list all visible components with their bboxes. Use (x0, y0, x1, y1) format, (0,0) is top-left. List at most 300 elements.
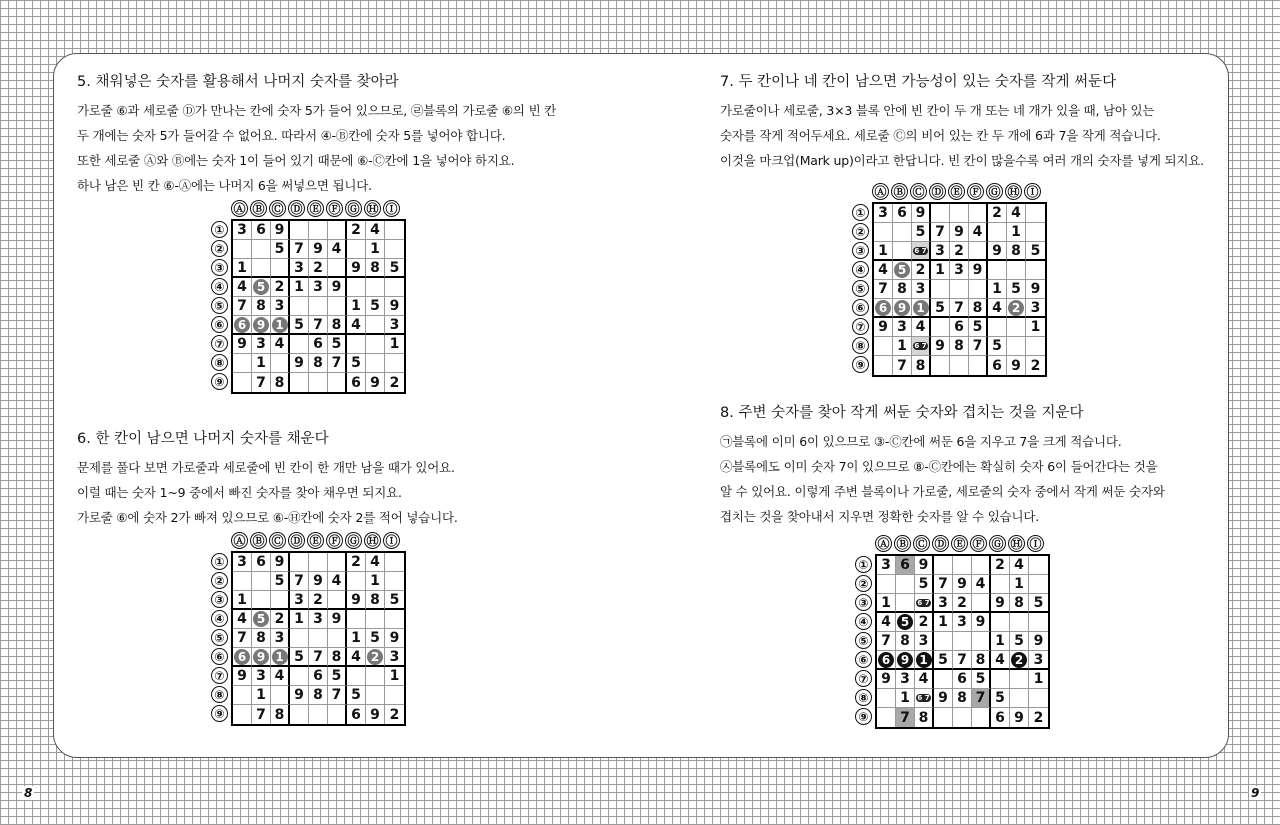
cell-digit: 9 (237, 668, 247, 684)
sudoku-cell (290, 316, 309, 335)
sudoku-cell (233, 572, 252, 591)
cell-digit: 1 (1033, 671, 1044, 687)
sudoku-cell (309, 373, 328, 392)
sudoku-cell (1010, 613, 1029, 632)
sudoku-cell (915, 670, 934, 689)
sudoku-cell (1007, 280, 1026, 299)
column-label: Ⓒ (269, 200, 286, 217)
column-label: Ⓓ (288, 200, 305, 217)
row-label: ⑤ (855, 632, 872, 649)
cell-digit: 6 (351, 374, 361, 391)
sudoku-cell (1029, 689, 1048, 708)
cell-digit: 8 (900, 633, 910, 649)
section-7 (720, 73, 1204, 173)
candidate-mark: 6 7 (917, 694, 930, 702)
sudoku-cell (1026, 337, 1045, 356)
highlighted-digit: 5 (894, 262, 910, 278)
sudoku-cell (252, 240, 271, 259)
row-label: ① (855, 556, 872, 573)
cell-digit: 6 (256, 554, 266, 570)
sudoku-cell (366, 278, 385, 297)
sudoku-cell (912, 337, 931, 356)
sudoku-cell (252, 553, 271, 572)
cell-digit: 2 (389, 706, 400, 723)
cell-digit: 4 (972, 224, 983, 240)
highlighted-digit: 9 (897, 652, 913, 668)
cell-digit: 9 (331, 279, 342, 295)
sudoku-cell (290, 354, 309, 373)
sudoku-cell (877, 689, 896, 708)
cell-digit: 3 (313, 279, 323, 295)
sudoku-cell (1026, 242, 1045, 261)
sudoku-cell (969, 318, 988, 337)
highlighted-digit: 6 (234, 317, 250, 333)
sudoku-cell (893, 337, 912, 356)
row-label: ③ (211, 591, 228, 608)
highlighted-digit: 6 (878, 652, 894, 668)
sudoku-cell (877, 632, 896, 651)
sudoku-cell (328, 686, 347, 705)
sudoku-cell (290, 610, 309, 629)
sudoku-cell (1010, 556, 1029, 575)
sudoku-cell (328, 705, 347, 724)
sudoku-cell (328, 591, 347, 610)
cell-digit: 1 (237, 591, 247, 608)
sudoku-cell (893, 204, 912, 223)
cell-digit: 4 (351, 316, 361, 333)
sudoku-cell (1010, 575, 1029, 594)
sudoku-cell (366, 316, 385, 335)
cell-digit: 9 (294, 687, 304, 703)
sudoku-cell (874, 204, 893, 223)
sudoku-cell (385, 335, 404, 354)
sudoku-cell (290, 553, 309, 572)
cell-digit: 8 (1011, 242, 1021, 259)
sudoku-cell (385, 354, 404, 373)
highlighted-digit: 1 (272, 317, 288, 333)
column-label: Ⓒ (913, 535, 930, 552)
sudoku-cell (309, 553, 328, 572)
highlighted-digit: 2 (1008, 300, 1024, 316)
sudoku-puzzle-2 (211, 532, 411, 732)
cell-digit: 2 (351, 554, 361, 570)
sudoku-cell (385, 316, 404, 335)
sudoku-cell (912, 242, 931, 261)
cell-digit: 1 (992, 281, 1002, 297)
sudoku-cell (309, 705, 328, 724)
sudoku-cell (328, 278, 347, 297)
cell-digit: 6 (256, 222, 266, 238)
cell-digit: 9 (389, 298, 400, 314)
cell-digit: 9 (331, 611, 342, 627)
column-label: Ⓖ (989, 535, 1006, 552)
cell-digit: 9 (935, 338, 945, 354)
sudoku-cell (1026, 299, 1045, 318)
sudoku-cell (252, 278, 271, 297)
sudoku-cell (915, 613, 934, 632)
section-title: 7. 두 칸이나 네 칸이 남으면 가능성이 있는 숫자를 작게 써둔다 (720, 74, 1117, 90)
sudoku-cell (896, 594, 915, 613)
sudoku-cell (934, 708, 953, 727)
cell-digit: 7 (881, 633, 891, 649)
column-label: Ⓘ (1024, 183, 1041, 200)
highlighted-digit: 6 (875, 300, 891, 316)
cell-digit: 4 (992, 299, 1002, 316)
sudoku-cell (366, 648, 385, 667)
column-label: Ⓐ (231, 200, 248, 217)
sudoku-cell (874, 280, 893, 299)
row-labels (211, 221, 228, 392)
cell-digit: 9 (878, 319, 888, 335)
column-label: Ⓗ (1008, 535, 1025, 552)
cell-digit: 9 (351, 259, 361, 276)
sudoku-cell (874, 356, 893, 375)
sudoku-cell (233, 629, 252, 648)
cell-digit: 4 (237, 611, 247, 627)
sudoku-cell (252, 221, 271, 240)
section-line: 문제를 풀다 보면 가로줄과 세로줄에 빈 칸이 한 개만 남을 때가 있어요. (77, 460, 455, 475)
cell-digit: 1 (1014, 576, 1024, 592)
sudoku-cell (328, 221, 347, 240)
column-label: Ⓑ (250, 200, 267, 217)
sudoku-cell (233, 240, 252, 259)
row-label: ② (211, 240, 228, 257)
cell-digit: 4 (915, 319, 926, 335)
cell-digit: 7 (331, 355, 342, 371)
sudoku-cell (1029, 594, 1048, 613)
sudoku-cell (290, 629, 309, 648)
sudoku-cell (328, 610, 347, 629)
candidate-mark: 6 7 (914, 342, 927, 350)
sudoku-cell (1007, 337, 1026, 356)
section-line: 가로줄 ⑥과 세로줄 Ⓓ가 만나는 칸에 숫자 5가 들어 있으므로, ㉣블록의 가로줄 ⑥의 빈 칸 (77, 103, 557, 118)
column-label: Ⓑ (250, 532, 267, 549)
sudoku-cell (953, 632, 972, 651)
sudoku-cell (991, 670, 1010, 689)
sudoku-cell (271, 335, 290, 354)
cell-digit: 6 (954, 319, 964, 335)
sudoku-cell (877, 594, 896, 613)
sudoku-cell (893, 280, 912, 299)
sudoku-cell (309, 686, 328, 705)
column-labels (231, 200, 401, 217)
sudoku-cell (950, 242, 969, 261)
sudoku-cell (1029, 632, 1048, 651)
sudoku-cell (953, 708, 972, 727)
cell-digit: 9 (1033, 633, 1044, 649)
sudoku-cell (934, 613, 953, 632)
column-label: Ⓐ (872, 183, 889, 200)
sudoku-cell (271, 610, 290, 629)
cell-digit: 3 (897, 319, 907, 335)
cell-digit: 9 (370, 374, 380, 391)
cell-digit: 6 (957, 671, 967, 687)
sudoku-cell (271, 278, 290, 297)
column-label: Ⓘ (1027, 535, 1044, 552)
sudoku-grid (875, 554, 1050, 729)
sudoku-cell (290, 297, 309, 316)
cell-digit: 1 (935, 262, 945, 278)
cell-digit: 4 (975, 576, 986, 592)
cell-digit: 8 (274, 374, 285, 391)
sudoku-cell (252, 629, 271, 648)
column-label: Ⓕ (326, 200, 343, 217)
column-label: Ⓘ (383, 532, 400, 549)
cell-digit: 4 (331, 241, 342, 257)
sudoku-cell (896, 575, 915, 594)
row-label: ⑨ (852, 356, 869, 373)
column-label: Ⓔ (951, 535, 968, 552)
cell-digit: 1 (938, 614, 948, 630)
sudoku-cell (290, 221, 309, 240)
cell-digit: 7 (256, 706, 266, 723)
sudoku-cell (912, 204, 931, 223)
cell-digit: 4 (881, 614, 891, 630)
sudoku-cell (252, 354, 271, 373)
sudoku-cell (953, 556, 972, 575)
sudoku-cell (385, 686, 404, 705)
sudoku-cell (366, 572, 385, 591)
cell-digit: 7 (294, 241, 304, 257)
sudoku-cell (309, 316, 328, 335)
cell-digit: 1 (237, 259, 247, 276)
page-number-right: 9 (1251, 786, 1260, 800)
row-label: ⑧ (211, 686, 228, 703)
sudoku-cell (877, 651, 896, 670)
cell-digit: 9 (1011, 357, 1021, 374)
cell-digit: 7 (954, 299, 964, 316)
cell-digit: 3 (1030, 299, 1041, 316)
sudoku-cell (991, 613, 1010, 632)
row-label: ⑥ (855, 651, 872, 668)
sudoku-cell (1026, 204, 1045, 223)
cell-digit: 3 (389, 316, 400, 333)
sudoku-cell (988, 318, 1007, 337)
sudoku-cell (912, 280, 931, 299)
sudoku-cell (271, 316, 290, 335)
sudoku-cell (347, 610, 366, 629)
sudoku-cell (934, 594, 953, 613)
sudoku-cell (385, 591, 404, 610)
row-labels (211, 553, 228, 724)
sudoku-cell (366, 259, 385, 278)
sudoku-cell (896, 670, 915, 689)
sudoku-cell (233, 705, 252, 724)
cell-digit: 3 (954, 262, 964, 278)
sudoku-cell (233, 667, 252, 686)
cell-digit: 5 (351, 355, 361, 371)
sudoku-cell (309, 335, 328, 354)
sudoku-cell (969, 223, 988, 242)
sudoku-cell (366, 610, 385, 629)
cell-digit: 9 (975, 614, 986, 630)
sudoku-cell (1010, 708, 1029, 727)
cell-digit: 1 (878, 242, 888, 259)
row-label: ④ (855, 613, 872, 630)
sudoku-cell (309, 629, 328, 648)
sudoku-grid (872, 202, 1047, 377)
sudoku-cell (366, 629, 385, 648)
cell-digit: 9 (881, 671, 891, 687)
sudoku-cell (328, 240, 347, 259)
column-label: Ⓓ (929, 183, 946, 200)
sudoku-cell (347, 297, 366, 316)
cell-digit: 1 (256, 355, 266, 371)
sudoku-cell (1026, 223, 1045, 242)
column-labels (875, 535, 1045, 552)
sudoku-cell (1029, 613, 1048, 632)
row-label: ⑥ (211, 316, 228, 333)
cell-digit: 3 (938, 594, 948, 611)
sudoku-cell (896, 651, 915, 670)
sudoku-cell (252, 259, 271, 278)
cell-digit: 5 (992, 338, 1002, 354)
sudoku-cell (271, 629, 290, 648)
sudoku-cell (233, 316, 252, 335)
sudoku-cell (972, 651, 991, 670)
sudoku-cell (252, 648, 271, 667)
cell-digit: 8 (256, 298, 266, 314)
section-8 (720, 404, 1165, 529)
sudoku-cell (972, 556, 991, 575)
section-line: ㉦블록에도 이미 숫자 7이 있으므로 ⑧-Ⓒ칸에는 확실히 숫자 6이 들어간다는 것을 (720, 459, 1158, 474)
cell-digit: 6 (995, 709, 1005, 726)
cell-digit: 4 (995, 651, 1005, 668)
cell-digit: 3 (1033, 651, 1044, 668)
sudoku-cell (290, 572, 309, 591)
cell-digit: 5 (915, 224, 926, 240)
cell-digit: 3 (900, 671, 910, 687)
cell-digit: 9 (995, 594, 1005, 611)
cell-digit: 4 (237, 279, 247, 295)
sudoku-cell (328, 354, 347, 373)
cell-digit: 7 (256, 374, 266, 391)
cell-digit: 9 (954, 224, 964, 240)
cell-digit: 5 (294, 648, 304, 665)
cell-digit: 7 (237, 298, 247, 314)
sudoku-cell (309, 221, 328, 240)
sudoku-cell (309, 354, 328, 373)
sudoku-cell (271, 373, 290, 392)
cell-digit: 4 (274, 668, 285, 684)
row-label: ④ (211, 610, 228, 627)
sudoku-cell (1007, 223, 1026, 242)
sudoku-cell (991, 689, 1010, 708)
highlighted-digit: 2 (1011, 652, 1027, 668)
sudoku-cell (1007, 318, 1026, 337)
row-label: ⑨ (855, 708, 872, 725)
section-line: 숫자를 작게 적어두세요. 세로줄 Ⓒ의 비어 있는 칸 두 개에 6과 7을 작게 적습니다. (720, 128, 1161, 143)
cell-digit: 2 (274, 279, 285, 295)
cell-digit: 2 (954, 242, 964, 259)
column-labels (231, 532, 401, 549)
cell-digit: 2 (957, 594, 967, 611)
sudoku-cell (915, 575, 934, 594)
cell-digit: 6 (897, 205, 907, 221)
sudoku-cell (366, 297, 385, 316)
sudoku-cell (874, 242, 893, 261)
cell-digit: 1 (256, 687, 266, 703)
highlighted-digit: 9 (894, 300, 910, 316)
sudoku-cell (874, 337, 893, 356)
cell-digit: 2 (918, 614, 929, 630)
cell-digit: 5 (389, 259, 400, 276)
sudoku-cell (893, 261, 912, 280)
cell-digit: 5 (1030, 242, 1041, 259)
cell-digit: 8 (313, 687, 323, 703)
cell-digit: 3 (915, 281, 926, 297)
cell-digit: 7 (331, 687, 342, 703)
cell-digit: 3 (957, 614, 967, 630)
cell-digit: 5 (938, 651, 948, 668)
sudoku-cell (969, 261, 988, 280)
sudoku-cell (271, 648, 290, 667)
sudoku-cell (1029, 651, 1048, 670)
cell-digit: 8 (370, 259, 380, 276)
sudoku-cell (290, 335, 309, 354)
section-5 (77, 73, 556, 198)
sudoku-cell (309, 278, 328, 297)
sudoku-cell (1029, 708, 1048, 727)
sudoku-cell (877, 575, 896, 594)
sudoku-grid (231, 551, 406, 726)
highlighted-digit: 5 (253, 611, 269, 627)
sudoku-cell (893, 223, 912, 242)
cell-digit: 9 (313, 241, 323, 257)
row-label: ⑥ (211, 648, 228, 665)
section-line: 가로줄 ⑥에 숫자 2가 빠져 있으므로 ⑥-Ⓗ칸에 숫자 2를 적어 넣습니다. (77, 510, 458, 525)
sudoku-cell (290, 648, 309, 667)
sudoku-cell (934, 670, 953, 689)
cell-digit: 1 (351, 298, 361, 314)
highlighted-digit: 6 (234, 649, 250, 665)
sudoku-cell (915, 689, 934, 708)
section-title: 6. 한 칸이 남으면 나머지 숫자를 채운다 (77, 431, 329, 447)
sudoku-cell (290, 240, 309, 259)
sudoku-cell (874, 223, 893, 242)
sudoku-cell (233, 221, 252, 240)
page-number-left: 8 (24, 786, 33, 800)
column-label: Ⓑ (894, 535, 911, 552)
row-label: ③ (211, 259, 228, 276)
column-label: Ⓔ (307, 200, 324, 217)
sudoku-cell (233, 335, 252, 354)
cell-digit: 9 (938, 690, 948, 706)
cell-digit: 3 (881, 557, 891, 573)
sudoku-cell (953, 689, 972, 708)
sudoku-cell (385, 297, 404, 316)
sudoku-cell (1010, 670, 1029, 689)
sudoku-cell (991, 556, 1010, 575)
cell-digit: 7 (975, 690, 986, 706)
sudoku-cell (950, 337, 969, 356)
column-label: Ⓗ (364, 200, 381, 217)
column-labels (872, 183, 1042, 200)
cell-digit: 4 (370, 222, 380, 238)
sudoku-cell (385, 572, 404, 591)
cell-digit: 8 (915, 357, 926, 374)
column-label: Ⓔ (948, 183, 965, 200)
cell-digit: 2 (351, 222, 361, 238)
sudoku-cell (972, 575, 991, 594)
cell-digit: 1 (995, 633, 1005, 649)
sudoku-cell (931, 299, 950, 318)
cell-digit: 1 (294, 279, 304, 295)
sudoku-cell (972, 670, 991, 689)
sudoku-cell (991, 632, 1010, 651)
sudoku-cell (385, 278, 404, 297)
column-label: Ⓕ (967, 183, 984, 200)
